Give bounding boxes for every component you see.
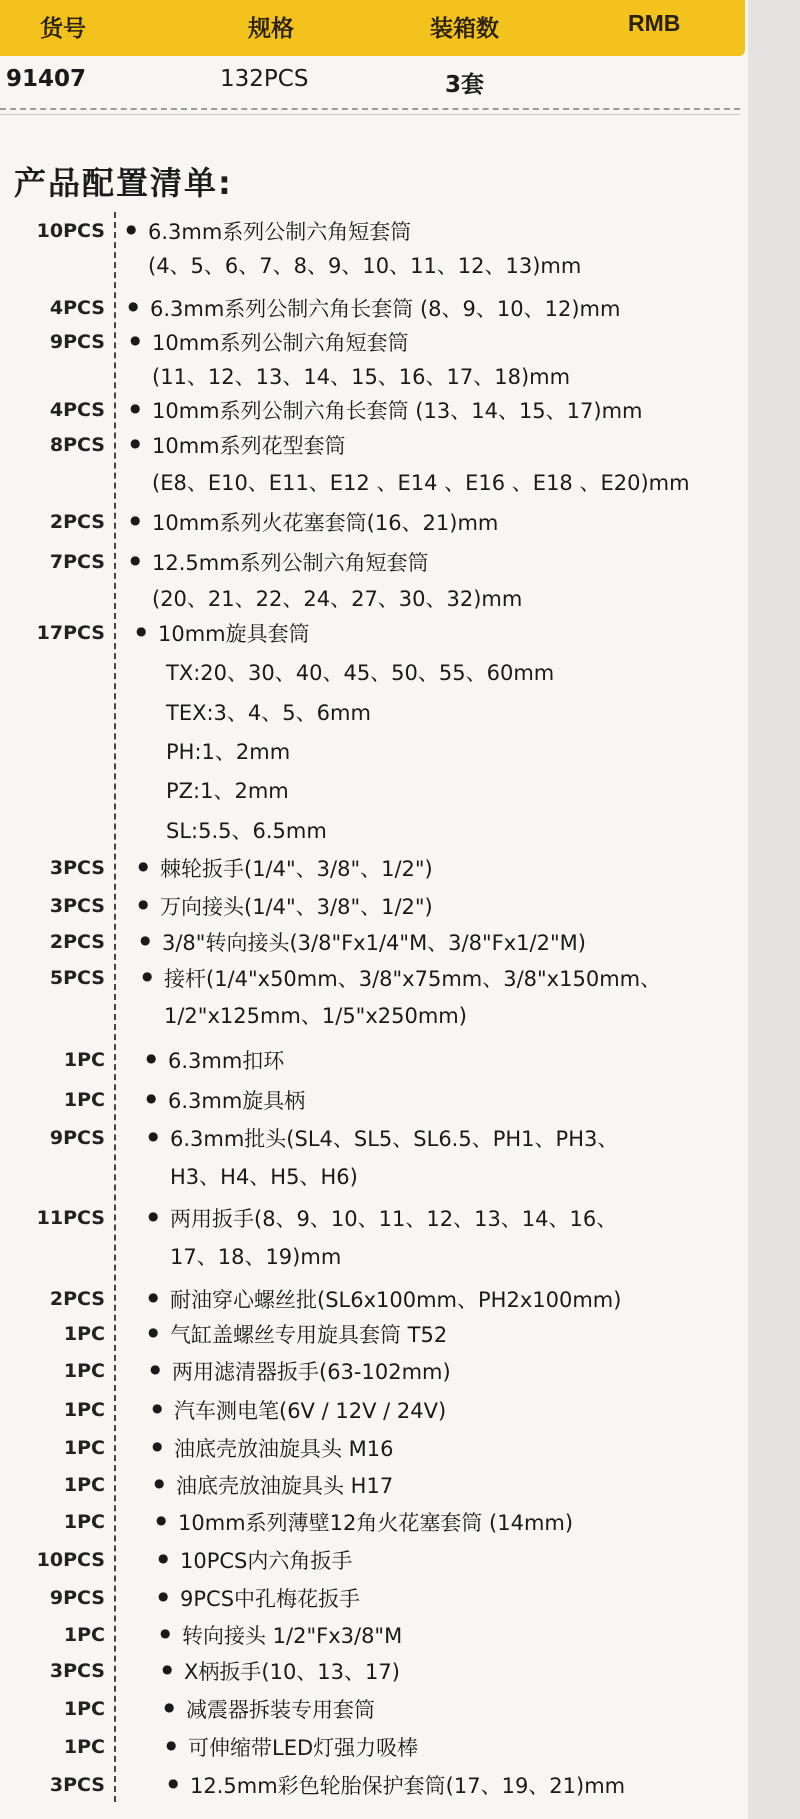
item-name: ● 6.3mm系列公制六角长套筒 (8、9、10、12)mm <box>150 293 620 323</box>
item-quantity: 5PCS <box>49 967 105 989</box>
item-name: ● 耐油穿心螺丝批(SL6x100mm、PH2x100mm) <box>170 1284 621 1314</box>
item-name: ● 棘轮扳手(1/4"、3/8"、1/2") <box>160 853 433 883</box>
item-detail: TEX:3、4、5、6mm <box>166 701 371 725</box>
item-name: ● 油底壳放油旋具头 H17 <box>176 1470 393 1500</box>
item-quantity: 10PCS <box>36 220 105 242</box>
item-quantity: 1PC <box>63 1323 105 1345</box>
item-name: ● 减震器拆装专用套筒 <box>186 1694 375 1724</box>
item-name: ● 10mm系列花型套筒 <box>152 430 346 460</box>
item-quantity: 1PC <box>63 1474 105 1496</box>
item-quantity: 2PCS <box>49 931 105 953</box>
item-quantity: 1PC <box>63 1624 105 1646</box>
item-quantity: 1PC <box>63 1736 105 1758</box>
item-quantity: 8PCS <box>49 434 105 456</box>
item-name: ● 气缸盖螺丝专用旋具套筒 T52 <box>170 1319 447 1349</box>
pack-quantity: 3套 <box>445 72 485 98</box>
item-name: ● 两用扳手(8、9、10、11、12、13、14、16、 <box>170 1203 617 1233</box>
item-detail: (20、21、22、24、27、30、32)mm <box>152 587 523 611</box>
item-name: ● 6.3mm扣环 <box>168 1045 284 1075</box>
item-name: ● 油底壳放油旋具头 M16 <box>174 1433 394 1463</box>
item-name: ● 6.3mm系列公制六角短套筒 <box>148 216 411 246</box>
item-name: ● 9PCS中孔梅花扳手 <box>180 1583 360 1613</box>
item-quantity: 4PCS <box>49 399 105 421</box>
item-quantity: 9PCS <box>49 1587 105 1609</box>
item-quantity: 3PCS <box>49 895 105 917</box>
item-name: ● 汽车测电笔(6V / 12V / 24V) <box>174 1395 446 1425</box>
item-quantity: 1PC <box>63 1698 105 1720</box>
item-quantity: 2PCS <box>49 511 105 533</box>
item-name: ● 万向接头(1/4"、3/8"、1/2") <box>160 891 433 921</box>
item-quantity: 1PC <box>63 1437 105 1459</box>
item-name: ● 10mm系列薄壁12角火花塞套筒 (14mm) <box>178 1507 573 1537</box>
item-name: ● 两用滤清器扳手(63-102mm) <box>172 1356 451 1386</box>
item-detail: PZ:1、2mm <box>166 779 289 803</box>
item-name: ● 接杆(1/4"x50mm、3/8"x75mm、3/8"x150mm、 <box>164 963 661 993</box>
product-spec: 132PCS <box>220 66 309 92</box>
item-name: ● 10mm系列公制六角长套筒 (13、14、15、17)mm <box>152 395 643 425</box>
item-quantity: 3PCS <box>49 1660 105 1682</box>
header-pack-label: 装箱数 <box>430 16 499 42</box>
item-quantity: 1PC <box>63 1089 105 1111</box>
dashed-separator <box>114 212 116 1802</box>
item-name: ● 12.5mm系列公制六角短套筒 <box>152 547 429 577</box>
item-detail: SL:5.5、6.5mm <box>166 819 327 843</box>
item-quantity: 11PCS <box>36 1207 105 1229</box>
header-code-label: 货号 <box>40 16 86 42</box>
item-detail: (E8、E10、E11、E12 、E14 、E16 、E18 、E20)mm <box>152 471 690 495</box>
item-name: ● 6.3mm批头(SL4、SL5、SL6.5、PH1、PH3、 <box>170 1123 618 1153</box>
item-quantity: 1PC <box>63 1049 105 1071</box>
item-detail: TX:20、30、40、45、50、55、60mm <box>166 661 555 685</box>
item-name: ● 10mm系列火花塞套筒(16、21)mm <box>152 507 498 537</box>
header-divider <box>0 108 740 110</box>
item-quantity: 9PCS <box>49 1127 105 1149</box>
item-quantity: 1PC <box>63 1511 105 1533</box>
item-quantity: 1PC <box>63 1399 105 1421</box>
item-name: ● 10PCS内六角扳手 <box>180 1545 352 1575</box>
item-quantity: 3PCS <box>49 1774 105 1796</box>
item-name: ● 6.3mm旋具柄 <box>168 1085 305 1115</box>
item-detail: PH:1、2mm <box>166 740 291 764</box>
item-detail: (4、5、6、7、8、9、10、11、12、13)mm <box>148 254 582 278</box>
item-quantity: 7PCS <box>49 551 105 573</box>
header-price-label: RMB <box>628 10 681 36</box>
product-code: 91407 <box>6 66 87 92</box>
item-name: ● 转向接头 1/2"Fx3/8"M <box>182 1620 402 1650</box>
item-name: ● 10mm系列公制六角短套筒 <box>152 327 409 357</box>
item-quantity: 10PCS <box>36 1549 105 1571</box>
list-title: 产品配置清单: <box>14 164 233 202</box>
header-hairline <box>0 114 740 115</box>
header-band <box>0 0 745 56</box>
item-name: ● 10mm旋具套筒 <box>158 618 310 648</box>
item-quantity: 17PCS <box>36 622 105 644</box>
header-spec-label: 规格 <box>248 16 294 42</box>
item-name: ● 可伸缩带LED灯强力吸棒 <box>188 1732 418 1762</box>
item-quantity: 4PCS <box>49 297 105 319</box>
item-quantity: 9PCS <box>49 331 105 353</box>
background-strip <box>748 0 800 1819</box>
item-name: ● 12.5mm彩色轮胎保护套筒(17、19、21)mm <box>190 1770 625 1800</box>
item-quantity: 1PC <box>63 1360 105 1382</box>
item-name: ● X柄扳手(10、13、17) <box>184 1656 400 1686</box>
item-name: ● 3/8"转向接头(3/8"Fx1/4"M、3/8"Fx1/2"M) <box>162 927 586 957</box>
item-quantity: 2PCS <box>49 1288 105 1310</box>
item-detail: 1/2"x125mm、1/5"x250mm) <box>164 1004 467 1028</box>
item-detail: 17、18、19)mm <box>170 1245 342 1269</box>
item-detail: H3、H4、H5、H6) <box>170 1165 358 1189</box>
item-detail: (11、12、13、14、15、16、17、18)mm <box>152 365 571 389</box>
item-quantity: 3PCS <box>49 857 105 879</box>
